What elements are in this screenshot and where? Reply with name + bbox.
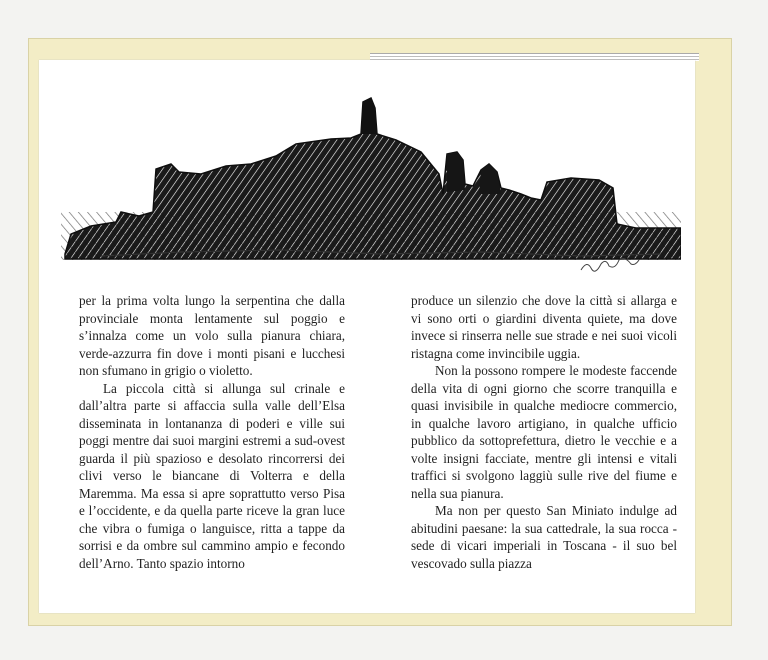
book-page bbox=[39, 60, 695, 613]
paragraph: Non la possono rompere le modeste faccende della vita di ogni giorno che scorre tranquilla e quasi invisibile in qualche mediocre commercio, in qualche lavoro artigiano, in qualche ufficio pubblico da sottoprefettura, dietro le vecchie e a volte insigni facciate, mentre gli intensi e vitali traffici si svolgono laggiù sulle rive del fiume e nella sua pianura. bbox=[411, 363, 677, 501]
paragraph: per la prima volta lungo la serpentina che dalla provinciale monta lentamente sul poggio e s’innalza come un volo sulla pianura chiara, verde-azzurra fin dove i monti pisani e lucchesi non sfumano in grigio o violetto. bbox=[79, 293, 345, 378]
paragraph: Ma non per questo San Miniato indulge ad abitudini paesane: la sua cattedrale, la sua rocca - sede di vicari imperiali in Toscana - il suo bel vescovado sulla piazza bbox=[411, 503, 677, 571]
town-skyline-drawing bbox=[61, 94, 681, 274]
skyline-silhouette bbox=[61, 98, 681, 260]
artist-signature bbox=[581, 259, 639, 272]
text-column-left bbox=[79, 292, 345, 572]
text-column-right bbox=[411, 292, 677, 572]
paragraph: produce un silenzio che dove la città si allarga e vi sono orti o giardini diventa quiete, ma dove invece si rinserra nelle sue strade e nei suoi vicoli ristagna come invincibile uggia. bbox=[411, 293, 677, 361]
paragraph: La piccola città si allunga sul crinale e dall’altra parte si affaccia sulla valle dell’Elsa disseminata in lontananza di poderi e ville sui poggi mentre dai suoi margini estremi a sud-ovest guarda il più spazioso e desolato rincorrersi dei clivi verso le biancane di Volterra e della Maremma. Ma essa si apre soprattutto verso Pisa e l’occidente, e da quella parte riceve la gran luce che vibra o fumiga o languisce, ritta a tappe da sorrisi e da ombre sul cammino ampio e fecondo dell’Arno. Tanto spazio intorno bbox=[79, 380, 345, 571]
